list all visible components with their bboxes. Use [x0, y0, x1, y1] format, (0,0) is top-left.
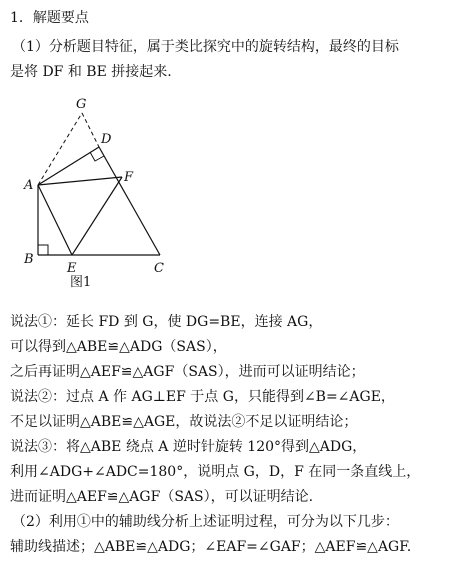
- paragraph-1-line-1: （1）分析题目特征，属于类比探究中的旋转结构，最终的目标: [12, 39, 399, 55]
- label-d: D: [101, 132, 112, 147]
- label-c: C: [154, 261, 164, 276]
- section-heading: 1．解题要点: [10, 10, 89, 26]
- paragraph-2-line-1: （2）利用①中的辅助线分析上述证明过程，可分为以下几步：: [12, 514, 399, 530]
- paragraph-1-line-2: 是将 DF 和 BE 拼接起来.: [10, 64, 172, 80]
- method-line-8: 进而证明△AEF≌△AGF（SAS），可以证明结论.: [10, 489, 314, 505]
- label-b: B: [24, 252, 34, 267]
- label-a: A: [24, 178, 34, 193]
- method-line-4: 说法②：过点 A 作 AG⊥EF 于点 G，只能得到∠B=∠AGE，: [10, 389, 395, 405]
- method-line-5: 不足以证明△ABE≌△AGE，故说法②不足以证明结论；: [10, 414, 358, 430]
- segment-af: [38, 177, 122, 185]
- segment-ag: [38, 113, 82, 185]
- label-g: G: [76, 97, 87, 112]
- method-line-1: 说法①：延长 FD 到 G，使 DG=BE，连接 AG，: [10, 314, 323, 330]
- label-f: F: [124, 170, 134, 185]
- segment-dc: [99, 147, 160, 255]
- segment-gd: [82, 113, 99, 147]
- method-line-7: 利用∠ADG+∠ADC=180°，说明点 G，D，F 在同一条直线上，: [10, 464, 421, 480]
- right-angle-mark-b: [38, 245, 48, 255]
- label-e: E: [67, 261, 77, 276]
- method-line-3: 之后再证明△AEF≌△AGF（SAS），进而可以证明结论；: [10, 364, 365, 380]
- segment-ef: [72, 177, 122, 255]
- figure-caption: 图1: [70, 275, 92, 290]
- geometry-figure: [18, 95, 183, 295]
- paragraph-2-line-2: 辅助线描述；△ABE≌△ADG；∠EAF=∠GAF；△AEF≌△AGF.: [10, 539, 412, 555]
- method-line-6: 说法③：将△ABE 绕点 A 逆时针旋转 120°得到△ADG，: [10, 439, 367, 455]
- method-line-2: 可以得到△ABE≌△ADG（SAS），: [10, 339, 227, 355]
